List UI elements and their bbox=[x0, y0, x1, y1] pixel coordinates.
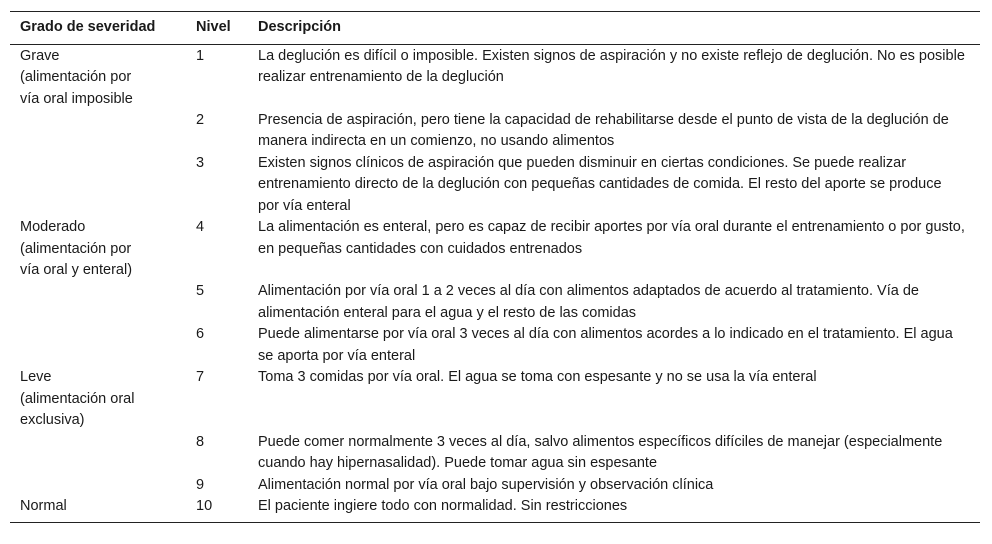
descripcion-cell: La deglución es difícil o imposible. Existen signos de aspiración y no existe reflejo de deglución. No es posible realizar entrenamiento de la deglución bbox=[258, 47, 965, 85]
severity-grado-cell: Grave (alimentación por vía oral imposible bbox=[20, 47, 133, 107]
descripcion-cell: La alimentación es enteral, pero es capaz de recibir aportes por vía oral durante el entrenamiento o por gusto, en pequeñas cantidades con cuidados entrenados bbox=[258, 219, 965, 257]
nivel-cell: 1 bbox=[196, 47, 205, 64]
nivel-cell: 5 bbox=[196, 283, 205, 299]
nivel-cell: 2 bbox=[196, 111, 205, 128]
descripcion-cell: Puede alimentarse por vía oral 3 veces al día con alimentos acordes a lo indicado en el tratamiento. El agua se aporta por vía enteral bbox=[258, 326, 953, 364]
nivel-cell: 4 bbox=[196, 219, 205, 235]
header-row bbox=[10, 12, 980, 45]
table-row bbox=[10, 44, 980, 110]
table-row bbox=[10, 217, 980, 281]
header-descripcion: Descripción bbox=[258, 19, 341, 35]
descripcion-cell: Existen signos clínicos de aspiración que pueden disminuir en ciertas condiciones. Se puede realizar entrenamiento directo de la deglución con pequeñas cantidades de comida. El resto del aporte se produce por vía enteral bbox=[258, 154, 942, 214]
descripcion-cell: Alimentación normal por vía oral bajo supervisión y observación clínica bbox=[258, 476, 714, 493]
nivel-cell: 7 bbox=[196, 369, 205, 385]
descripcion-cell: Alimentación por vía oral 1 a 2 veces al día con alimentos adaptados de acuerdo al tratamiento. Vía de alimentación enteral para el agua y el resto de las comidas bbox=[258, 283, 919, 321]
nivel-cell: 9 bbox=[196, 476, 205, 493]
header-grado: Grado de severidad bbox=[20, 19, 156, 35]
nivel-cell: 6 bbox=[196, 326, 205, 342]
severity-grado-cell: Moderado (alimentación por vía oral y enteral) bbox=[20, 219, 133, 278]
severity-table-container bbox=[10, 11, 980, 523]
nivel-cell: 10 bbox=[196, 498, 213, 514]
nivel-cell: 8 bbox=[196, 433, 205, 450]
severity-grado-cell: Normal bbox=[20, 498, 67, 514]
descripcion-cell: Toma 3 comidas por vía oral. El agua se toma con espesante y no se usa la vía enteral bbox=[258, 369, 817, 385]
table-row bbox=[10, 367, 980, 432]
severity-table bbox=[10, 11, 980, 523]
table-row bbox=[10, 496, 980, 522]
severity-grado-cell: Leve (alimentación oral exclusiva) bbox=[20, 369, 135, 428]
descripcion-cell: El paciente ingiere todo con normalidad. Sin restricciones bbox=[258, 498, 628, 514]
descripcion-cell: Presencia de aspiración, pero tiene la capacidad de rehabilitarse desde el punto de vista de la deglución de manera indirecta en un comienzo, no usando alimentos bbox=[258, 111, 949, 149]
nivel-cell: 3 bbox=[196, 154, 205, 171]
descripcion-cell: Puede comer normalmente 3 veces al día, salvo alimentos específicos difíciles de manejar (especialmente cuando hay hipernasalidad). Puede tomar agua sin espesante bbox=[258, 433, 943, 471]
header-nivel: Nivel bbox=[196, 19, 231, 35]
